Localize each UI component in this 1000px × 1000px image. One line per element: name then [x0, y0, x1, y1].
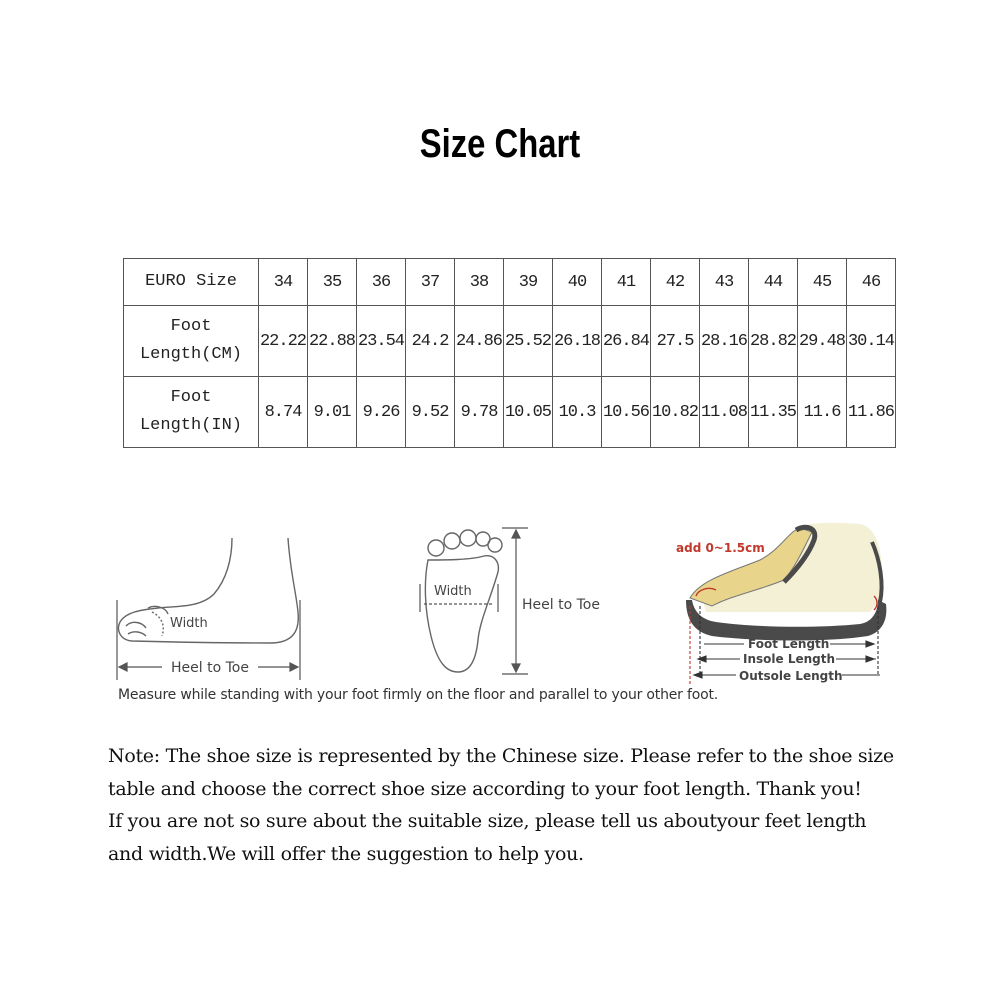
cm-cell: 26.18 [553, 306, 602, 377]
cm-cell: 24.2 [406, 306, 455, 377]
euro-cell: 36 [357, 259, 406, 306]
cm-cell: 27.5 [651, 306, 700, 377]
euro-cell: 46 [847, 259, 896, 306]
cm-cell: 25.52 [504, 306, 553, 377]
in-cell: 10.82 [651, 377, 700, 448]
euro-cell: 42 [651, 259, 700, 306]
euro-cell: 43 [700, 259, 749, 306]
in-cell: 9.78 [455, 377, 504, 448]
in-cell: 9.01 [308, 377, 357, 448]
in-cell: 8.74 [259, 377, 308, 448]
in-cell: 11.6 [798, 377, 847, 448]
header-line: Foot [170, 317, 212, 336]
add-allowance-label: add 0~1.5cm [676, 541, 765, 555]
cm-cell: 22.22 [259, 306, 308, 377]
in-cell: 10.56 [602, 377, 651, 448]
euro-cell: 39 [504, 259, 553, 306]
in-cell: 10.3 [553, 377, 602, 448]
page-title: Size Chart [419, 122, 581, 166]
note-line: and width.We will offer the suggestion to help you. [108, 842, 584, 865]
euro-cell: 38 [455, 259, 504, 306]
top-heel-to-toe-label: Heel to Toe [522, 597, 600, 613]
note-line: If you are not so sure about the suitable size, please tell us aboutyour feet length [108, 810, 867, 832]
side-heel-to-toe-label: Heel to Toe [171, 660, 249, 676]
cm-cell: 22.88 [308, 306, 357, 377]
insole-length-label: Insole Length [743, 652, 836, 666]
euro-cell: 44 [749, 259, 798, 306]
top-width-label: Width [434, 584, 472, 599]
in-cell: 9.52 [406, 377, 455, 448]
cm-cell: 26.84 [602, 306, 651, 377]
euro-cell: 40 [553, 259, 602, 306]
side-width-label: Width [170, 616, 208, 631]
euro-cell: 37 [406, 259, 455, 306]
in-cell: 11.08 [700, 377, 749, 448]
note-line: Note: The shoe size is represented by the Chinese size. Please refer to the shoe size [108, 745, 894, 767]
euro-cell: 45 [798, 259, 847, 306]
in-cell: 11.35 [749, 377, 798, 448]
note-paragraph [108, 740, 928, 870]
outsole-length-label: Outsole Length [739, 669, 843, 683]
euro-cell: 34 [259, 259, 308, 306]
cm-cell: 30.14 [847, 306, 896, 377]
cm-cell: 28.16 [700, 306, 749, 377]
header-line: Foot [170, 388, 212, 407]
euro-cell: 35 [308, 259, 357, 306]
note-line: table and choose the correct shoe size according to your foot length. Thank you! [108, 777, 862, 800]
euro-cell: 41 [602, 259, 651, 306]
cm-cell: 24.86 [455, 306, 504, 377]
top-foot-illustration [425, 530, 502, 672]
in-cell: 11.86 [847, 377, 896, 448]
in-cell: 9.26 [357, 377, 406, 448]
euro-size-header: EURO Size [124, 259, 259, 306]
cm-cell: 23.54 [357, 306, 406, 377]
measure-instruction: Measure while standing with your foot firmly on the floor and parallel to your other foot. [118, 687, 718, 703]
foot-length-label: Foot Length [748, 637, 830, 651]
header-line: Length(IN) [139, 416, 243, 435]
in-cell: 10.05 [504, 377, 553, 448]
header-line: Length(CM) [139, 345, 243, 364]
cm-cell: 28.82 [749, 306, 798, 377]
cm-cell: 29.48 [798, 306, 847, 377]
side-foot-illustration [119, 538, 299, 643]
